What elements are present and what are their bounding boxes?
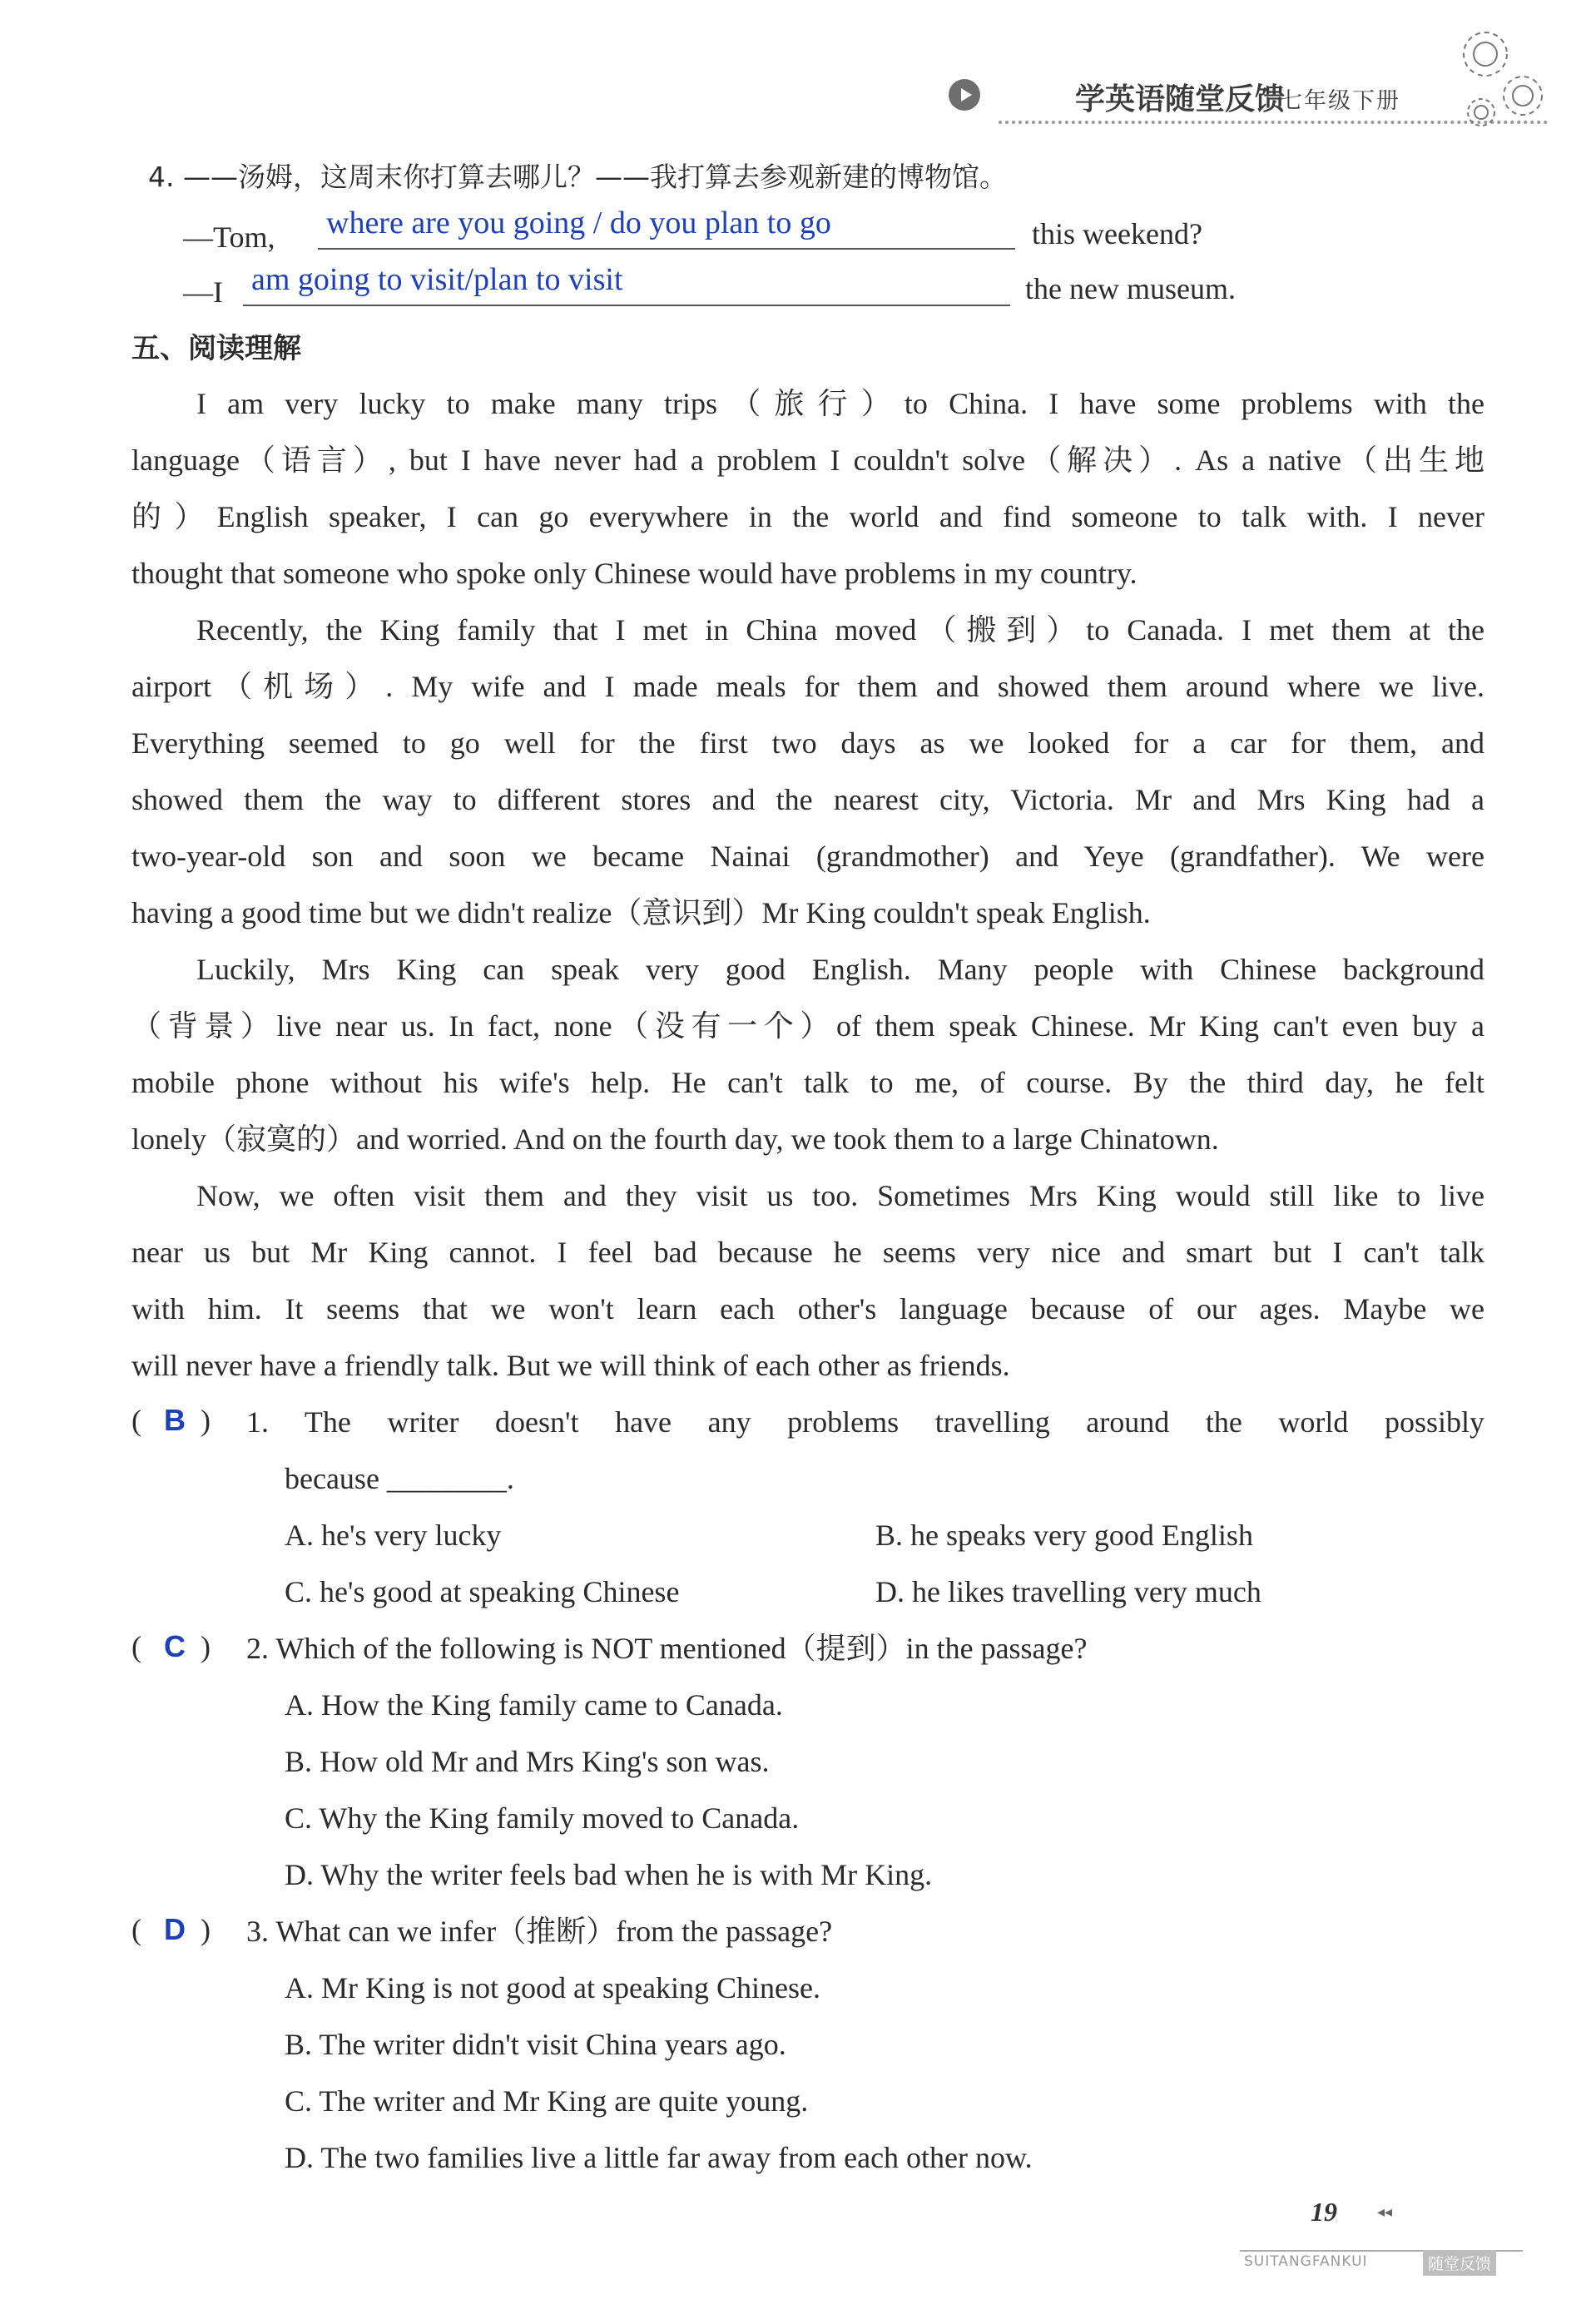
option-c: C. Why the King family moved to Canada. (285, 1801, 800, 1835)
q4-line1-suffix: this weekend? (1032, 217, 1202, 250)
question-stem: 1. The writer doesn't have any problems travelling around the world possibly (246, 1405, 1484, 1439)
option-d: D. The two families live a little far away from each other now. (285, 2141, 1033, 2174)
q4-line2-suffix: the new museum. (1025, 272, 1236, 305)
passage-line: Now, we often visit them and they visit us too. Sometimes Mrs King would still like to live (196, 1179, 1484, 1212)
series-title: 学英语随堂反馈 (1075, 82, 1286, 116)
q4-line2-prefix: —I (183, 275, 223, 309)
answer-bracket: ( D ) (131, 1912, 211, 1946)
passage-line: Everything seemed to go well for the first two days as we looked for a car for them, and (131, 726, 1484, 760)
footer-badge: 随堂反馈 (1423, 2250, 1496, 2276)
passage-line: language（语言）, but I have never had a problem I couldn't solve（解决）. As a native（出生地 (131, 443, 1484, 477)
passage-line: two-year-old son and soon we became Nainai (grandmother) and Yeye (grandfather). We were (131, 840, 1484, 873)
passage-line: having a good time but we didn't realize（意识到）Mr King couldn't speak English. (131, 896, 1151, 929)
question-stem: 2. Which of the following is NOT mentioned（提到）in the passage? (246, 1632, 1088, 1665)
option-a: A. Mr King is not good at speaking Chinese. (285, 1971, 820, 2004)
page-number: 19 (1311, 2197, 1337, 2227)
footer-pinyin: SUITANGFANKUI (1244, 2253, 1368, 2270)
option-b: B. How old Mr and Mrs King's son was. (285, 1745, 770, 1778)
option-a: A. he's very lucky (285, 1519, 502, 1552)
q4-line2-answer: am going to visit/plan to visit (251, 262, 623, 297)
passage-line: near us but Mr King cannot. I feel bad because he seems very nice and smart but I can't talk (131, 1236, 1484, 1269)
option-a: A. How the King family came to Canada. (285, 1688, 783, 1722)
option-b: B. The writer didn't visit China years ago. (285, 2028, 786, 2061)
answer-bracket: ( B ) (131, 1403, 211, 1437)
question-stem: because ________. (285, 1462, 514, 1495)
grade-label: 七年级下册 (1280, 88, 1400, 114)
q4-line1-answer: where are you going / do you plan to go (326, 206, 831, 240)
passage-line: I am very lucky to make many trips（旅行）to China. I have some problems with the (196, 387, 1484, 420)
passage-line: with him. It seems that we won't learn each other's language because of our ages. Maybe we (131, 1292, 1484, 1326)
question-stem: 3. What can we infer（推断）from the passage? (246, 1915, 833, 1948)
option-b: B. he speaks very good English (875, 1519, 1253, 1552)
q4-line2-blank (243, 305, 1010, 306)
passage-line: thought that someone who spoke only Chinese would have problems in my country. (131, 557, 1137, 590)
option-c: C. The writer and Mr King are quite young. (285, 2084, 809, 2118)
passage-line: airport（机场）. My wife and I made meals for them and showed them around where we live. (131, 670, 1484, 703)
passage-line: lonely（寂寞的）and worried. And on the fourth day, we took them to a large Chinatown. (131, 1122, 1219, 1156)
passage-line: mobile phone without his wife's help. He can't talk to me, of course. By the third day, he felt (131, 1066, 1484, 1099)
answer-bracket: ( C ) (131, 1629, 211, 1663)
page-header (949, 71, 1531, 121)
q4-line1-blank (318, 248, 1015, 250)
arrow-left-icon: ◂◂ (1377, 2203, 1393, 2220)
q4-line1-prefix: —Tom, (183, 221, 275, 254)
passage-line: Luckily, Mrs King can speak very good English. Many people with Chinese background (196, 953, 1484, 986)
answer-letter: C (164, 1629, 186, 1663)
passage-line: Recently, the King family that I met in China moved（搬到）to Canada. I met them at the (196, 613, 1484, 647)
option-d: D. he likes travelling very much (875, 1575, 1261, 1608)
answer-letter: B (164, 1403, 186, 1437)
passage-line: will never have a friendly talk. But we will think of each other as friends. (131, 1349, 1010, 1382)
sunflower-decoration-icon (1448, 17, 1556, 150)
passage-line: showed them the way to different stores and the nearest city, Victoria. Mr and Mrs King had a (131, 783, 1484, 816)
answer-letter: D (164, 1912, 186, 1946)
option-c: C. he's good at speaking Chinese (285, 1575, 680, 1608)
passage-line: 的）English speaker, I can go everywhere in the world and find someone to talk with. I never (131, 500, 1484, 533)
section-heading: 五、阅读理解 (131, 332, 301, 365)
q4-prompt: 4. ——汤姆，这周末你打算去哪儿？——我打算去参观新建的博物馆。 (148, 161, 1007, 193)
passage-line: （背景）live near us. In fact, none（没有一个）of them speak Chinese. Mr King can't even buy a (131, 1009, 1484, 1043)
play-icon (949, 79, 980, 111)
option-d: D. Why the writer feels bad when he is with Mr King. (285, 1858, 933, 1891)
